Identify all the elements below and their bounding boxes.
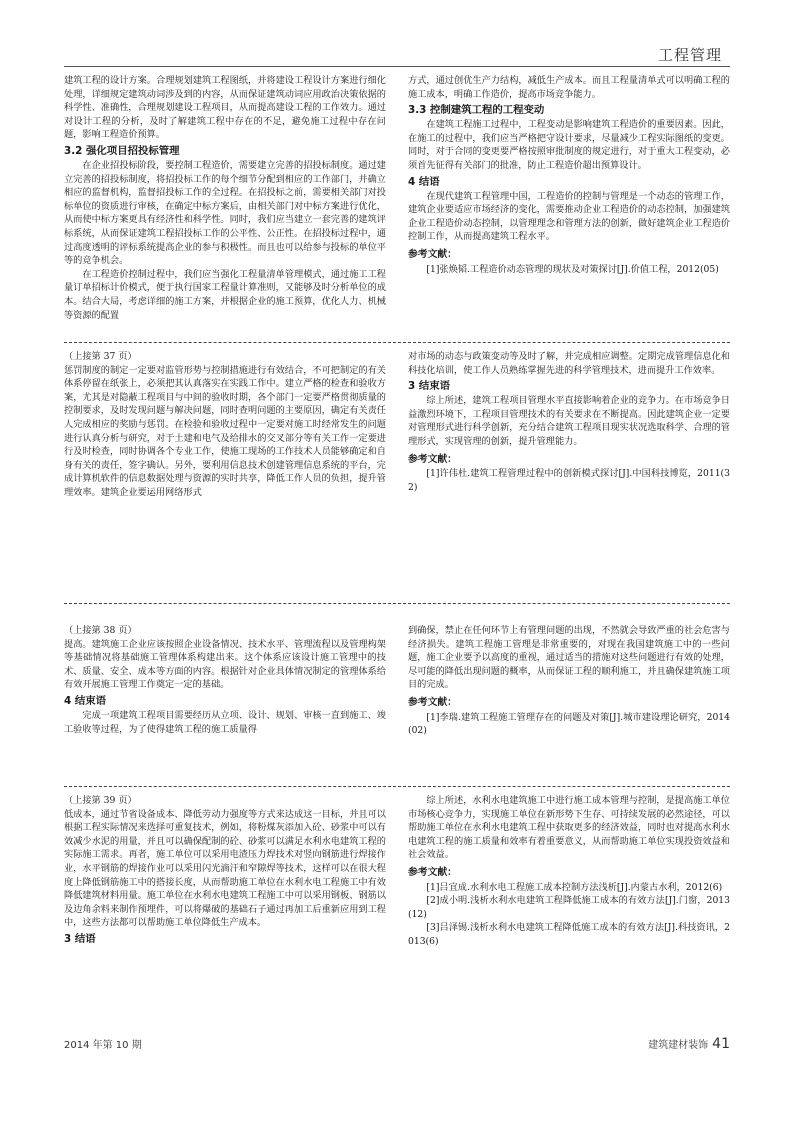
reference-item: [1]张焕韬.工程造价动态管理的现状及对策探讨[J].价值工程，2012(05) (426, 263, 719, 275)
article-4-left-column (64, 794, 386, 949)
section-heading: 4 结束语 (64, 694, 107, 707)
paragraph: 在现代建筑工程管理中国，工程造价的控制与管理是一个动态的管理工作，建筑企业要适应市场经济的变化，需要推动企业工程造价的动态控制，加强建筑企业工程造价动态控制，以管理理念和管理方法的创新，做好建筑企业工程造价控制工作，从而提高建筑工程水平。 (408, 190, 730, 243)
continued-from-note: （上接第 38 页） (64, 625, 137, 636)
journal-footer (648, 1036, 730, 1052)
article-1-left-column (64, 74, 386, 322)
page-footer (64, 1036, 730, 1052)
article-3 (64, 624, 730, 738)
article-2-right-column (408, 350, 730, 500)
paragraph: 到确保，禁止在任何环节上有管理问题的出现，不然就会导致严重的社会危害与经济损失。建筑工程施工管理是非常重要的，对现在我国建筑施工中的一些问题，施工企业要予以高度的重视，通过适当的措施对这些问题进行有效的处理，尽可能的降低出现问题的概率，从而保证工程的顺利施工，并且确保建筑施工项目的完成。 (408, 625, 730, 691)
paragraph: 惩罚制度的制定一定要对监管形势与控制措施进行有效结合，不可把制定的有关体系停留在纸张上，必须把其认真落实在实践工作中。建立严格的检查和验收方案，尤其是对隐蔽工程项目与中间的验收时期，各个部门一定要严格贯彻质量的控制要求，及时发现问题与解决问题，同时查明问题的主要原因，确定有关责任人完成相应的奖励与惩罚。在检验和验收过程中一定要对施工时经常发生的问题进行认真分析与研究，对于土建和电气及给排水的交叉部分等有关工作一定要进行及时检查，同时协调各个专业工作，使施工现场的工作技术人员能够确定和自身有关的责任，签字确认。另外，要利用信息技术创建管理信息系统的平台，完成计算机软件的信息数据处理与资源的实时共享，降低工作人员的负担，提升管理效率。建筑企业要运用网络形式 (64, 364, 386, 498)
section-divider (64, 342, 730, 343)
article-1 (64, 74, 730, 322)
section-heading: 3.3 控制建筑工程的工程变动 (408, 104, 545, 117)
paragraph: 完成一项建筑工程项目需要经历从立项、设计、规划、审核一直到施工、竣工验收等过程，为了使得建筑工程的施工质量得 (64, 709, 386, 735)
article-4-right-column (408, 794, 730, 949)
article-2 (64, 350, 730, 500)
paragraph: 综上所述，建筑工程项目管理水平直接影响着企业的竞争力。在市场竞争日益激烈环境下，工程项目管理技术的有关要求在不断提高。因此建筑企业一定要对管理形式进行科学创新，充分结合建筑工程项目现实状况选取科学、合理的管理形式，实现管理的创新，提升管理能力。 (408, 395, 730, 447)
paragraph: 对市场的动态与政策变动等及时了解，并完成相应调整。定期完成管理信息化和科技化培训，使工作人员熟练掌握先进的科学管理技术，进而提升工作效率。 (408, 351, 730, 376)
continued-from-note: （上接第 37 页） (64, 351, 137, 362)
paragraph: 低成本，通过节省设备成本、降低劳动力强度等方式来达成这一目标，并且可以根据工程实际情况来选择可重复技术，例如，将粉煤灰添加入砼、砂浆中可以有效减少水泥的用量，并且可以确保配制的砼、砂浆可以满足水利水电建筑工程的实际施工需求。再者，施工单位可以采用电渣压力焊技术对竖向钢筋进行焊接作业，水平钢筋的焊接作业可以采用闪光滴汗和窄隙焊等技术，这样可以在很大程度上降低钢筋施工中的搭接长度，从而帮助施工单位在水利水电工程施工中有效降低建筑材料用量。施工单位在水利水电建筑工程施工中可以采用钢板、钢筋以及边角余料来制作预埋件，可以将爆破的基础石子通过再加工后重新应用到工程中，这些方法都可以帮助施工单位降低生产成本。 (64, 808, 386, 929)
page-number: 41 (712, 1036, 730, 1052)
section-heading: 3 结语 (64, 932, 96, 945)
paragraph: 在建筑工程施工过程中，工程变动是影响建筑工程造价的重要因素。因此，在施工的过程中，我们应当严格把守设计要求，尽量减少工程实际图纸的变更。同时，对于合同的变更要严格按照审批制度的规定进行，对于重大工程变动，必须首先征得有关部门的批准，防止工程造价超出预算设计。 (408, 119, 730, 171)
issue-label: 2014 年第 10 期 (64, 1040, 142, 1051)
section-heading: 4 结语 (408, 175, 440, 188)
section-heading: 3.2 强化项目招投标管理 (64, 144, 180, 157)
references-heading: 参考文献： (408, 866, 457, 878)
journal-name: 建筑建材装饰 (648, 1040, 709, 1051)
paragraph: 综上所述，水利水电建筑施工中进行施工成本管理与控制，是提高施工单位市场核心竞争力，实现施工单位在新形势下生存、可持续发展的必然途径，可以帮助施工单位在水利水电建筑工程中获取更多的经济效益，同时也对提高水利水电建筑工程的施工质量和效率有着重要意义，从而帮助施工单位实现投资效益和社会效益。 (408, 795, 730, 861)
references-heading: 参考文献： (408, 248, 457, 260)
article-1-right-column (408, 74, 730, 322)
article-3-left-column (64, 624, 386, 738)
reference-item: [3]吕泽锡.浅析水利水电建筑工程降低施工成本的有效方法[J].科技资讯，2013(6) (408, 922, 730, 947)
reference-item: [2]成小明.浅析水利水电建筑工程降低施工成本的有效方法[J].门窗，2013(12) (408, 895, 730, 920)
references-heading: 参考文献： (408, 453, 457, 465)
continued-from-note: （上接第 39 页） (64, 795, 137, 806)
section-heading: 3 结束语 (408, 380, 451, 393)
reference-item: [1]许伟杜.建筑工程管理过程中的创新模式探讨[J].中国科技博览，2011(32) (408, 468, 730, 493)
section-divider (64, 786, 730, 787)
header-rule (64, 66, 730, 67)
paragraph: 在工程造价控制过程中，我们应当强化工程量清单管理模式，通过施工工程量订单招标计价模式，便于执行国家工程量计算准则，又能够及时分析单位的成本。结合大局，考虑详细的施工方案，并根据企业的施工预算，优化人力、机械等资源的配置 (64, 268, 386, 321)
reference-item: [1]李瑞.建筑工程施工管理存在的问题及对策[J].城市建设理论研究，2014(02) (408, 711, 730, 737)
paragraph: 方式，通过创优生产力结构，减低生产成本。而且工程量清单式可以明确工程的施工成本，明确工作造价，提高市场竞争能力。 (408, 75, 730, 100)
article-3-right-column (408, 624, 730, 738)
article-4 (64, 794, 730, 949)
journal-section-title: 工程管理 (657, 46, 722, 64)
paragraph: 建筑工程的设计方案。合理规划建筑工程图纸，并将建设工程设计方案进行细化处理，详细规定建筑动词涉及到的内容，从而保证建筑动词应用政治决策依据的科学性、准确性，合理规划建设工程项目，从而提高建设工程的工作效力。通过对设计工程的分析，及时了解建筑工程中存在的不足，避免施工过程中存在问题，影响工程造价预算。 (64, 75, 386, 141)
reference-item: [1]吕宜成.水利水电工程施工成本控制方法浅析[J].内蒙古水利，2012(6) (426, 881, 723, 893)
paragraph: 提高。建筑施工企业应该按照企业设备情况、技术水平、管理流程以及管理构架等基础情况将基础施工管理体系构建出来。这个体系应该设计施工管理中的技术、质量、安全、成本等方面的内容。根据针对企业具体情况制定的管理体系给有效开展施工管理工作奠定一定的基础。 (64, 638, 386, 691)
article-2-left-column (64, 350, 386, 500)
references-heading: 参考文献： (408, 696, 457, 708)
section-divider (64, 603, 730, 604)
paragraph: 在企业招投标阶段，要控制工程造价，需要建立完善的招投标制度。通过建立完善的招投标制度，将招投标工作的每个细节分配到相应的工作部门，并确立相应的监督机构，监督招投标工作的全过程。在招投标之前，需要相关部门对投标单位的资质进行审核，在确定中标方案后，由相关部门对中标方案进行优化，从而使中标方案更具有经济性和科学性。同时，我们应当建立一套完善的建筑评标系统，从而保证建筑工程招投标工作的公平性、公正性。在招投标过程中，通过高度透明的评标系统提高企业的参与积极性。而且也可以给参与投标的单位平等的竞争机会。 (64, 159, 386, 267)
